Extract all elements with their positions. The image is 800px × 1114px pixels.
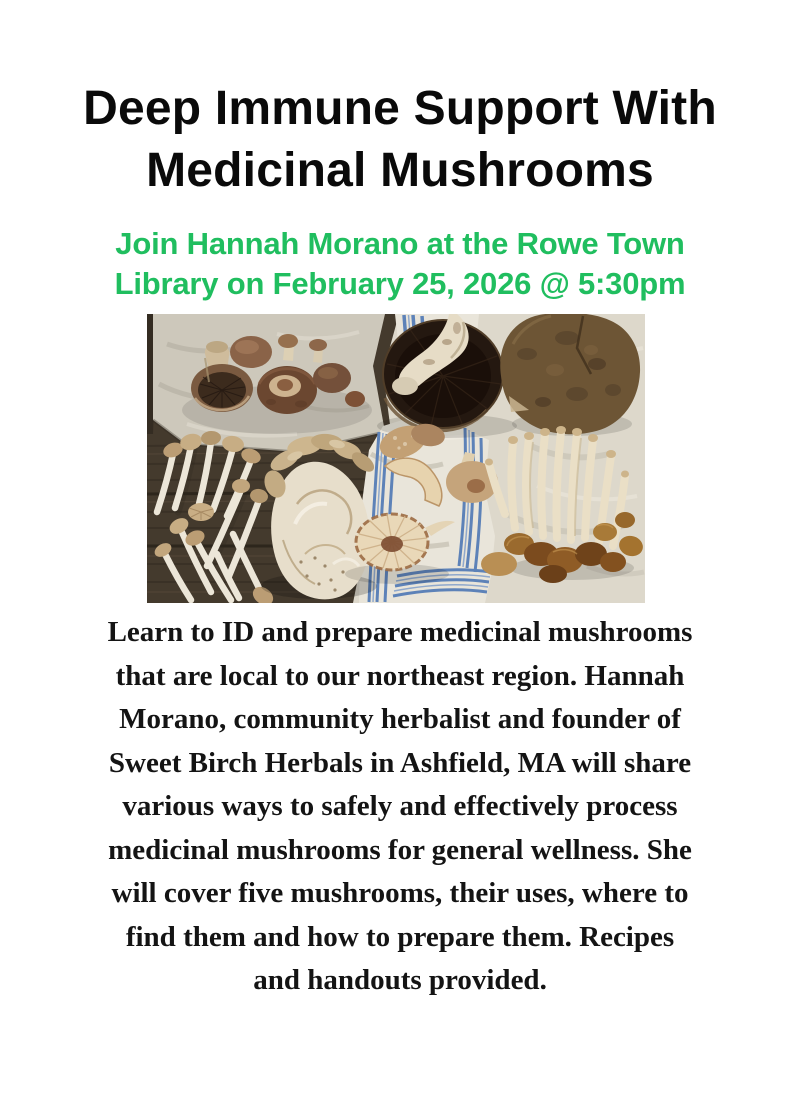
title-line-1: Deep Immune Support With [83, 82, 717, 135]
mushroom-photo [147, 314, 645, 603]
description-line: Sweet Birch Herbals in Ashfield, MA will share [108, 746, 692, 779]
description-line: Learn to ID and prepare medicinal mushrooms [107, 616, 693, 648]
description-line: will cover five mushrooms, their uses, where to [111, 877, 689, 909]
page-title [0, 78, 800, 202]
description-line: medicinal mushrooms for general wellness. She [108, 833, 692, 866]
title-line-2: Medicinal Mushrooms [146, 144, 654, 197]
description-line: Morano, community herbalist and founder of [119, 703, 681, 735]
subtitle-line-2: Library on February 25, 2026 @ 5:30pm [114, 266, 686, 301]
event-details-subtitle [0, 224, 800, 304]
description-line: and handouts provided. [253, 964, 547, 996]
event-description [50, 611, 750, 1003]
description-line: various ways to safely and effectively process [122, 790, 678, 822]
description-line: find them and how to prepare them. Recipes [125, 920, 675, 953]
event-flyer [0, 78, 800, 1114]
description-line: that are local to our northeast region. Hannah [115, 659, 685, 692]
subtitle-line-1: Join Hannah Morano at the Rowe Town [115, 226, 685, 261]
